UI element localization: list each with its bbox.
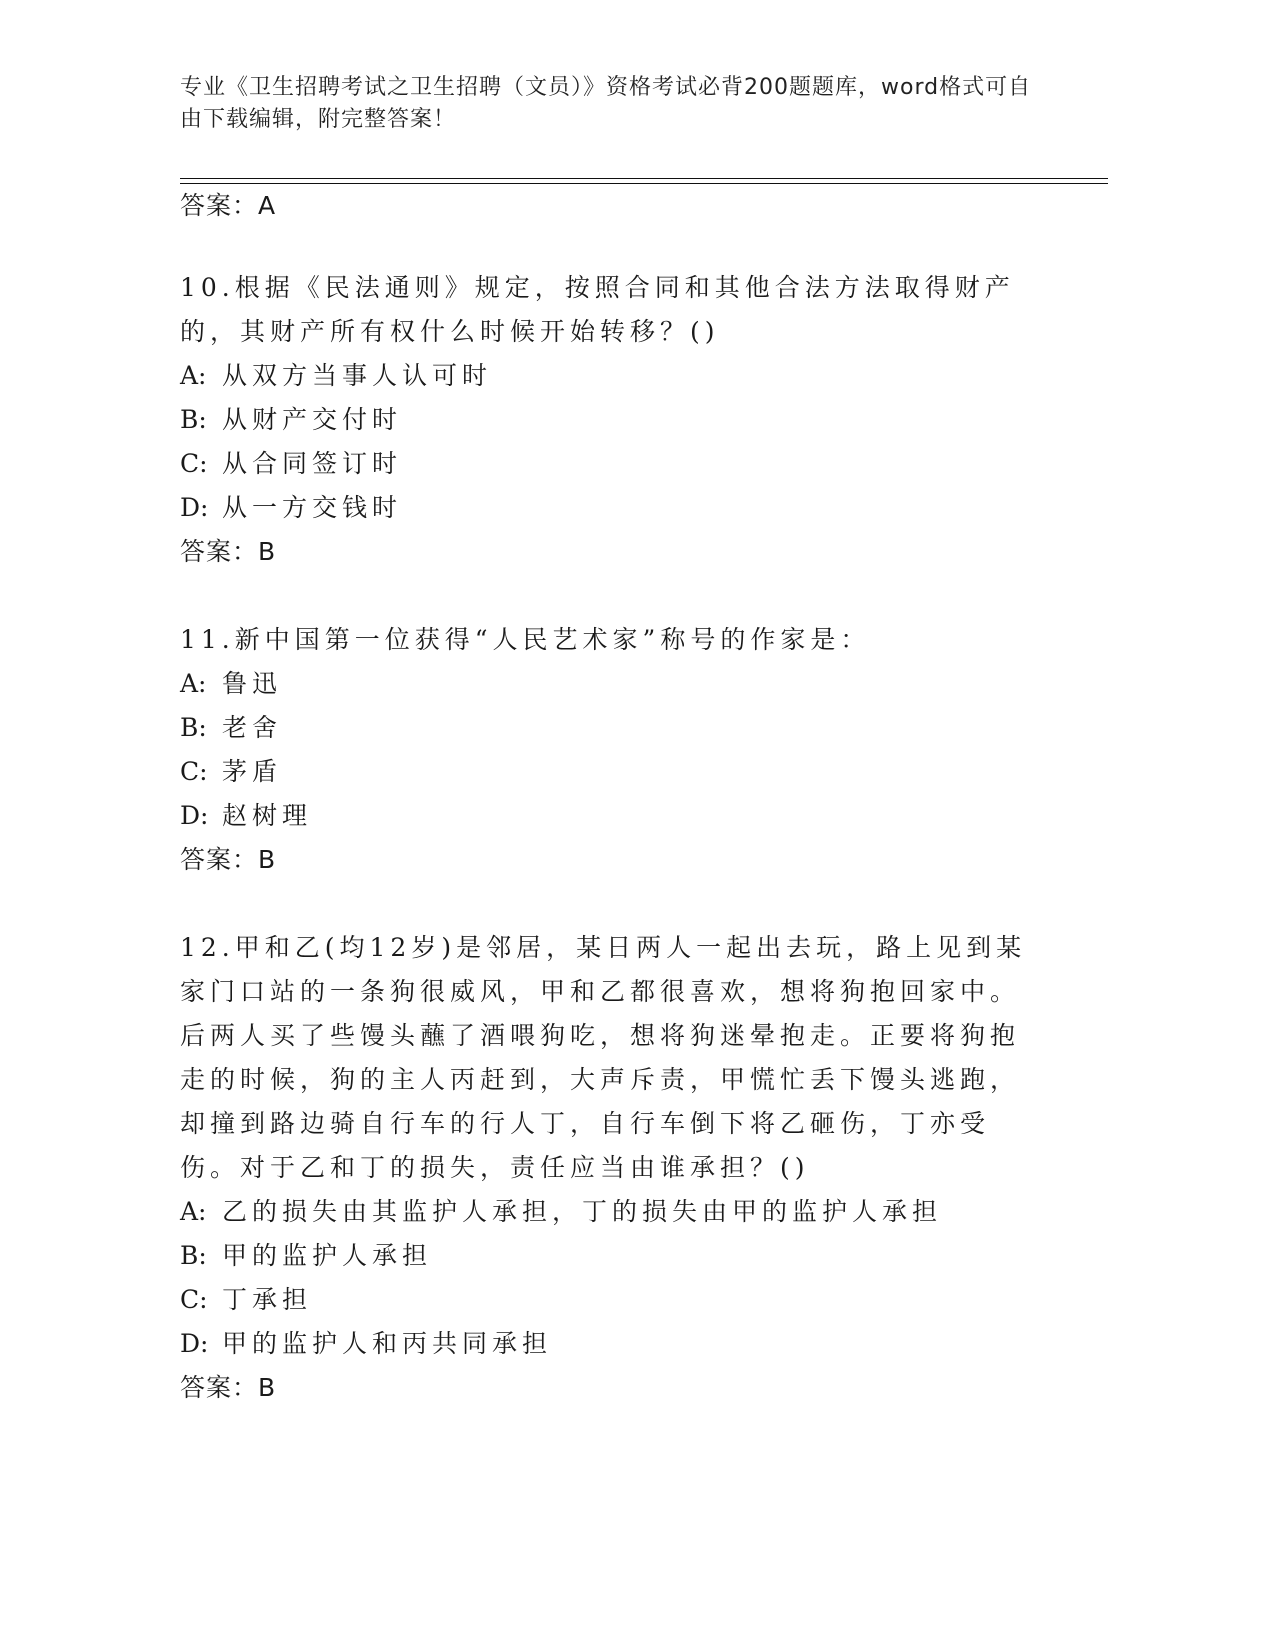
option-label: C:	[180, 757, 208, 786]
option-label: B:	[180, 713, 207, 742]
question-11	[180, 618, 1080, 882]
option-a	[180, 662, 1080, 706]
option-text: 赵树理	[222, 801, 313, 830]
option-label: B:	[180, 405, 207, 434]
option-label: C:	[180, 1285, 208, 1314]
question-12	[180, 926, 1080, 1410]
option-d	[180, 1322, 1080, 1366]
option-label: A:	[180, 361, 207, 390]
question-10	[180, 266, 1080, 574]
option-label: D:	[180, 1329, 209, 1358]
option-label: A:	[180, 1197, 207, 1226]
answer-line: 答案：B	[180, 845, 277, 874]
document-header: 专业《卫生招聘考试之卫生招聘（文员）》资格考试必背200题题库，word格式可自由下载编辑，附完整答案！	[180, 75, 1032, 132]
option-b	[180, 1234, 1080, 1278]
option-text: 老舍	[222, 713, 283, 742]
option-label: D:	[180, 801, 209, 830]
option-d	[180, 794, 1080, 838]
option-text: 乙的损失由其监护人承担，丁的损失由甲的监护人承担	[222, 1197, 943, 1226]
option-c	[180, 1278, 1080, 1322]
answer-line: 答案：B	[180, 537, 277, 566]
answer-line: 答案：A	[180, 191, 277, 220]
option-text: 茅盾	[222, 757, 283, 786]
header-rule-top	[180, 178, 1108, 179]
option-a	[180, 354, 1080, 398]
option-text: 从合同签订时	[222, 449, 403, 478]
option-text: 从财产交付时	[222, 405, 403, 434]
option-text: 甲的监护人承担	[222, 1241, 433, 1270]
question-text: 11.新中国第一位获得“人民艺术家”称号的作家是：	[180, 625, 871, 654]
option-label: A:	[180, 669, 207, 698]
option-c	[180, 750, 1080, 794]
option-b	[180, 706, 1080, 750]
option-label: C:	[180, 449, 208, 478]
document-body	[180, 184, 1080, 1410]
question-text: 10.根据《民法通则》规定，按照合同和其他合法方法取得财产的，其财产所有权什么时候开始转移？()	[180, 273, 1015, 346]
option-text: 鲁迅	[222, 669, 283, 698]
option-c	[180, 442, 1080, 486]
option-d	[180, 486, 1080, 530]
option-label: D:	[180, 493, 209, 522]
question-text: 12.甲和乙(均12岁)是邻居，某日两人一起出去玩，路上见到某家门口站的一条狗很威风，甲和乙都很喜欢，想将狗抱回家中。后两人买了些馒头蘸了酒喂狗吃，想将狗迷晕抱走。正要将狗抱走的时候，狗的主人丙赶到，大声斥责，甲慌忙丢下馒头逃跑，却撞到路边骑自行车的行人丁，自行车倒下将乙砸伤，丁亦受伤。对于乙和丁的损失，责任应当由谁承担？()	[180, 933, 1027, 1182]
option-text: 丁承担	[222, 1285, 313, 1314]
option-a	[180, 1190, 1080, 1234]
option-b	[180, 398, 1080, 442]
option-text: 甲的监护人和丙共同承担	[222, 1329, 553, 1358]
option-text: 从一方交钱时	[222, 493, 403, 522]
option-text: 从双方当事人认可时	[222, 361, 493, 390]
answer-line: 答案：B	[180, 1373, 277, 1402]
option-label: B:	[180, 1241, 207, 1270]
